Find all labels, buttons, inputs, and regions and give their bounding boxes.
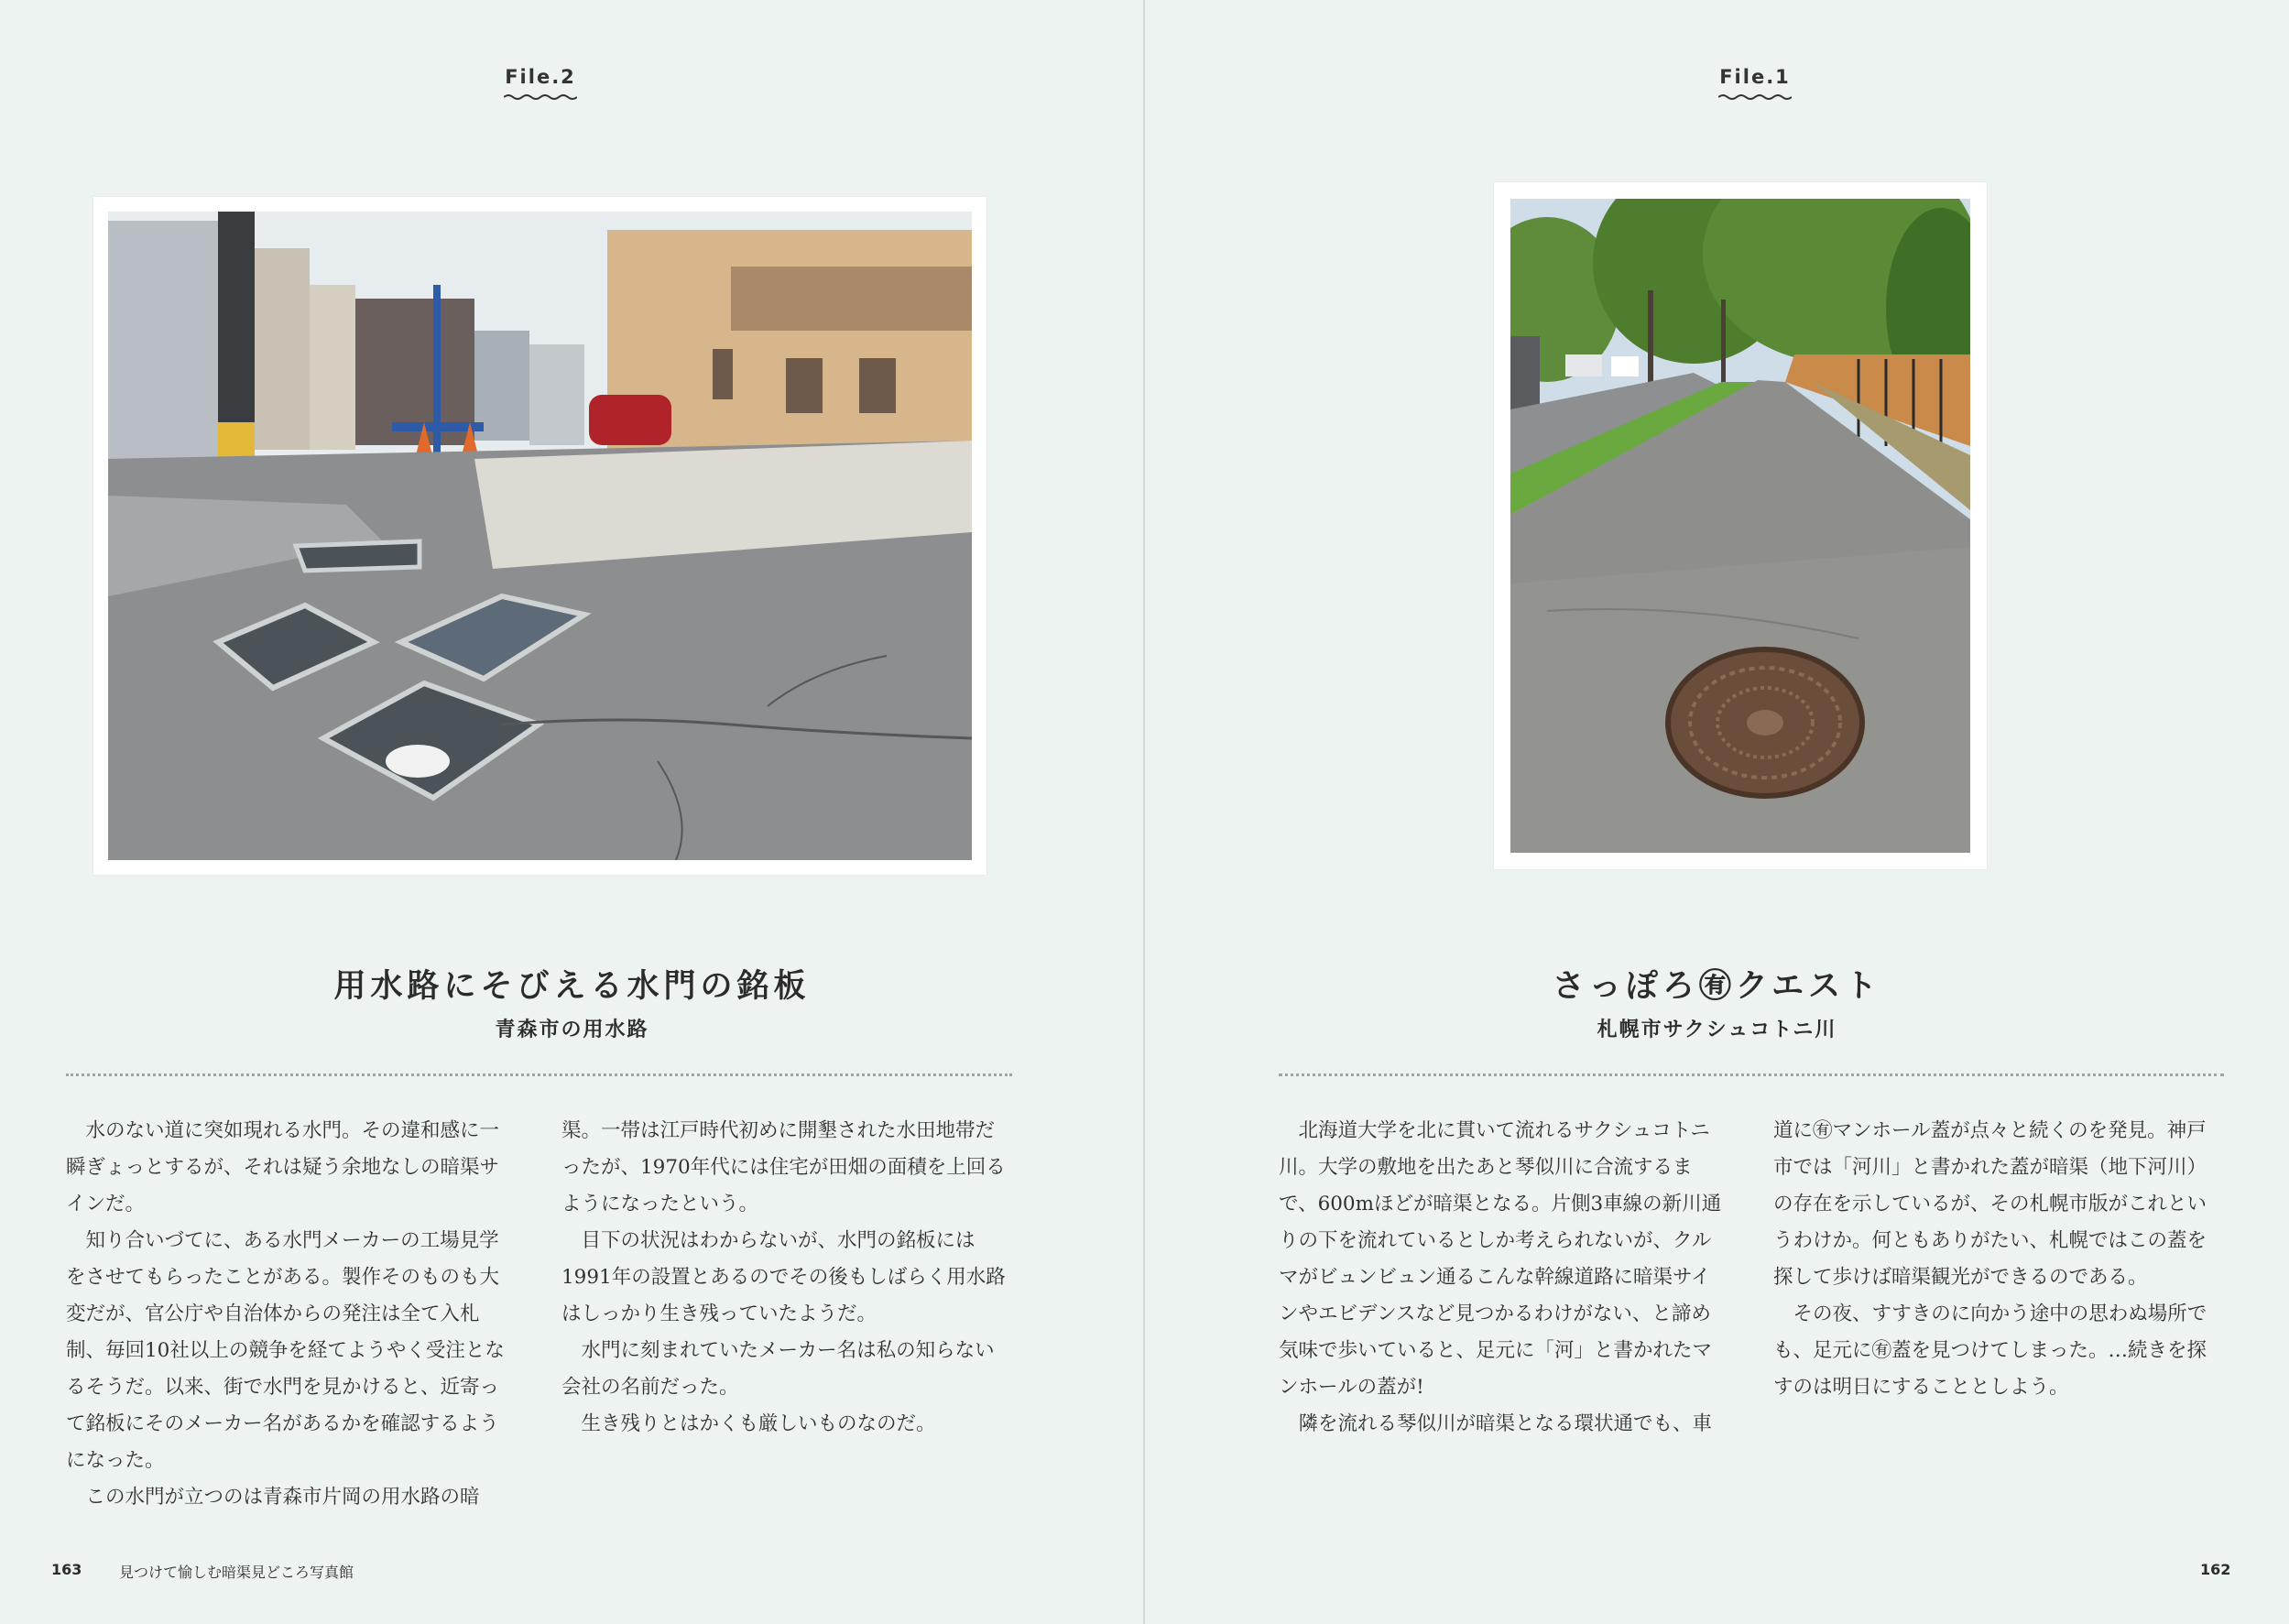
text-column-1 (1279, 1113, 1728, 1443)
running-title: 見つけて愉しむ暗渠見どころ写真館 (119, 1564, 354, 1581)
file-label (467, 66, 614, 101)
article-title: さっぽろ㊒クエスト (1552, 967, 1882, 1005)
paragraph: 北海道大学を北に貫いて流れるサクシュコトニ川。大学の敷地を出たあと琴似川に合流するまで、600mほどが暗渠となる。片側3車線の新川通りの下を流れているとしか考えられないが、クルマがビュンビュン通るこんな幹線道路に暗渠サインやエビデンスなど見つかるわけがない、と諦め気味で歩いていると、足元に「河」と書かれたマンホールの蓋が! (1279, 1119, 1722, 1399)
paragraph: 目下の状況はわからないが、水門の銘板には1991年の設置とあるのでその後もしばらく用水路はしっかり生き残っていたようだ。 (561, 1229, 1006, 1325)
dotted-divider (66, 1074, 1012, 1076)
paragraph: 道に㊒マンホール蓋が点々と続くのを発見。神戸市では「河川」と書かれた蓋が暗渠（地下河川）の存在を示しているが、その札幌市版がこれというわけか。何ともありがたい、札幌ではこの蓋を探して歩けば暗渠観光ができるのである。 (1773, 1119, 2207, 1289)
paragraph: この水門が立つのは青森市片岡の用水路の暗 (85, 1486, 480, 1509)
file-label-text: File.1 (1719, 66, 1791, 88)
text-column-1 (66, 1113, 515, 1516)
paragraph: 渠。一帯は江戸時代初めに開墾された水田地帯だったが、1970年代には住宅が田畑の面積を上回るようになったという。 (561, 1119, 1006, 1215)
photo-street-grates (108, 212, 972, 860)
article-subtitle: 青森市の用水路 (495, 1019, 649, 1041)
paragraph: 水門に刻まれていたメーカー名は私の知らない会社の名前だった。 (561, 1339, 995, 1399)
right-page (1145, 0, 2289, 1624)
text-column-2 (561, 1113, 1010, 1443)
file-label-text: File.2 (505, 66, 576, 88)
text-column-2 (1773, 1113, 2222, 1406)
wave-ornament-icon (1718, 93, 1792, 101)
wave-ornament-icon (504, 93, 577, 101)
paragraph: 知り合いづてに、ある水門メーカーの工場見学をさせてもらったことがある。製作そのものも大変だが、官公庁や自治体からの発注は全て入札制、毎回10社以上の競争を経てようやく受注となるそうだ。以来、街で水門を見かけると、近寄って銘板にそのメーカー名があるかを確認するようになった。 (66, 1229, 505, 1472)
photo-sluice-gate (93, 197, 986, 875)
page-number: 162 (2200, 1561, 2231, 1578)
photo-sidewalk-manhole (1510, 199, 1970, 853)
dotted-divider (1279, 1074, 2224, 1076)
paragraph: 水のない道に突如現れる水門。その違和感に一瞬ぎょっとするが、それは疑う余地なしの暗渠サインだ。 (66, 1119, 500, 1215)
paragraph: 生き残りとはかくも厳しいものなのだ。 (581, 1412, 936, 1435)
file-label (1682, 66, 1828, 101)
left-page (0, 0, 1144, 1624)
photo-manhole (1494, 182, 1987, 869)
page-number: 163 (51, 1561, 82, 1578)
article-title: 用水路にそびえる水門の銘板 (333, 967, 811, 1005)
article-subtitle: 札幌市サクシュコトニ川 (1597, 1019, 1837, 1041)
paragraph: 隣を流れる琴似川が暗渠となる環状通でも、車 (1298, 1412, 1713, 1435)
paragraph: その夜、すすきのに向かう途中の思わぬ場所でも、足元に㊒蓋を見つけてしまった。…続きを探すのは明日にすることとしよう。 (1773, 1302, 2207, 1399)
